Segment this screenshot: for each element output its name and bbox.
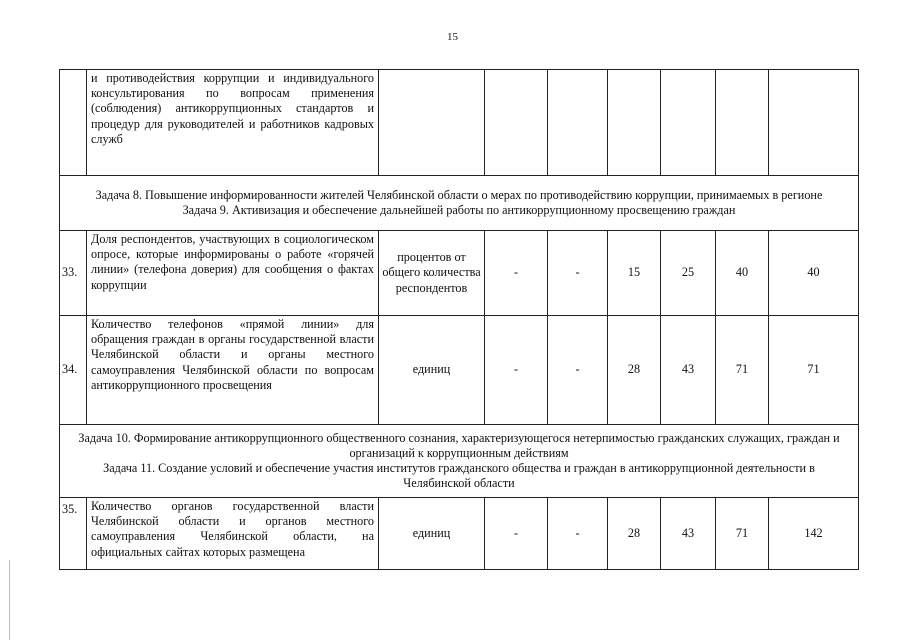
value-cell: - bbox=[548, 316, 608, 425]
indicator-description: и противодействия коррупции и индивидуального консультирования по вопросам применения (соблюдения) антикоррупционных стандартов и процедур для руководителей и работников кадровых служб bbox=[87, 70, 379, 176]
value-cell: 43 bbox=[661, 316, 716, 425]
value-cell: 71 bbox=[769, 316, 859, 425]
unit-cell bbox=[379, 70, 485, 176]
value-cell: - bbox=[485, 316, 548, 425]
value-cell: 71 bbox=[716, 498, 769, 570]
table-row bbox=[60, 316, 859, 425]
table-row bbox=[60, 231, 859, 316]
value-cell bbox=[608, 70, 661, 176]
row-number: 35. bbox=[60, 498, 87, 570]
value-cell: 40 bbox=[716, 231, 769, 316]
unit-cell: единиц bbox=[379, 498, 485, 570]
value-cell bbox=[485, 70, 548, 176]
task-8-title: Задача 8. Повышение информированности жителей Челябинской области о мерах по противодействию коррупции, принимаемых в регионе bbox=[95, 187, 823, 202]
unit-cell: единиц bbox=[379, 316, 485, 425]
value-cell bbox=[661, 70, 716, 176]
value-cell: 15 bbox=[608, 231, 661, 316]
task-11-title: Задача 11. Создание условий и обеспечение участия институтов гражданского общества и граждан в антикоррупционной деятельности в Челябинской области bbox=[103, 461, 815, 491]
task-10-title: Задача 10. Формирование антикоррупционного общественного сознания, характеризующегося нетерпимостью гражданских служащих, граждан и организаций к коррупционным действиям bbox=[78, 430, 840, 460]
value-cell: 25 bbox=[661, 231, 716, 316]
value-cell bbox=[716, 70, 769, 176]
task-header-row bbox=[60, 425, 859, 498]
value-cell: 40 bbox=[769, 231, 859, 316]
row-number bbox=[60, 70, 87, 176]
unit-cell: процентов от общего количества респондентов bbox=[379, 231, 485, 316]
value-cell: - bbox=[548, 231, 608, 316]
task-header bbox=[60, 176, 859, 231]
value-cell: - bbox=[548, 498, 608, 570]
scan-edge-line bbox=[9, 560, 10, 640]
row-number: 34. bbox=[60, 316, 87, 425]
indicator-description: Количество телефонов «прямой линии» для обращения граждан в органы государственной власти Челябинской области и органы местного самоуправления Челябинской области по вопросам антикоррупционного просвещения bbox=[87, 316, 379, 425]
value-cell bbox=[769, 70, 859, 176]
row-number: 33. bbox=[60, 231, 87, 316]
value-cell: 71 bbox=[716, 316, 769, 425]
value-cell: 28 bbox=[608, 498, 661, 570]
indicator-description: Доля респондентов, участвующих в социологическом опросе, которые информированы о работе «горячей линии» (телефона доверия) для сообщения о фактах коррупции bbox=[87, 231, 379, 316]
task-header bbox=[60, 425, 859, 498]
continuation-row bbox=[60, 70, 859, 176]
indicators-table bbox=[59, 69, 859, 570]
value-cell: 142 bbox=[769, 498, 859, 570]
table-row bbox=[60, 498, 859, 570]
value-cell: 28 bbox=[608, 316, 661, 425]
task-header-row bbox=[60, 176, 859, 231]
value-cell: - bbox=[485, 498, 548, 570]
page-number: 15 bbox=[447, 31, 458, 43]
task-9-title: Задача 9. Активизация и обеспечение дальнейшей работы по антикоррупционному просвещению граждан bbox=[182, 203, 736, 217]
value-cell: - bbox=[485, 231, 548, 316]
value-cell: 43 bbox=[661, 498, 716, 570]
indicator-description: Количество органов государственной власти Челябинской области и органов местного самоуправления Челябинской области, на официальных сайтах которых размещена bbox=[87, 498, 379, 570]
value-cell bbox=[548, 70, 608, 176]
